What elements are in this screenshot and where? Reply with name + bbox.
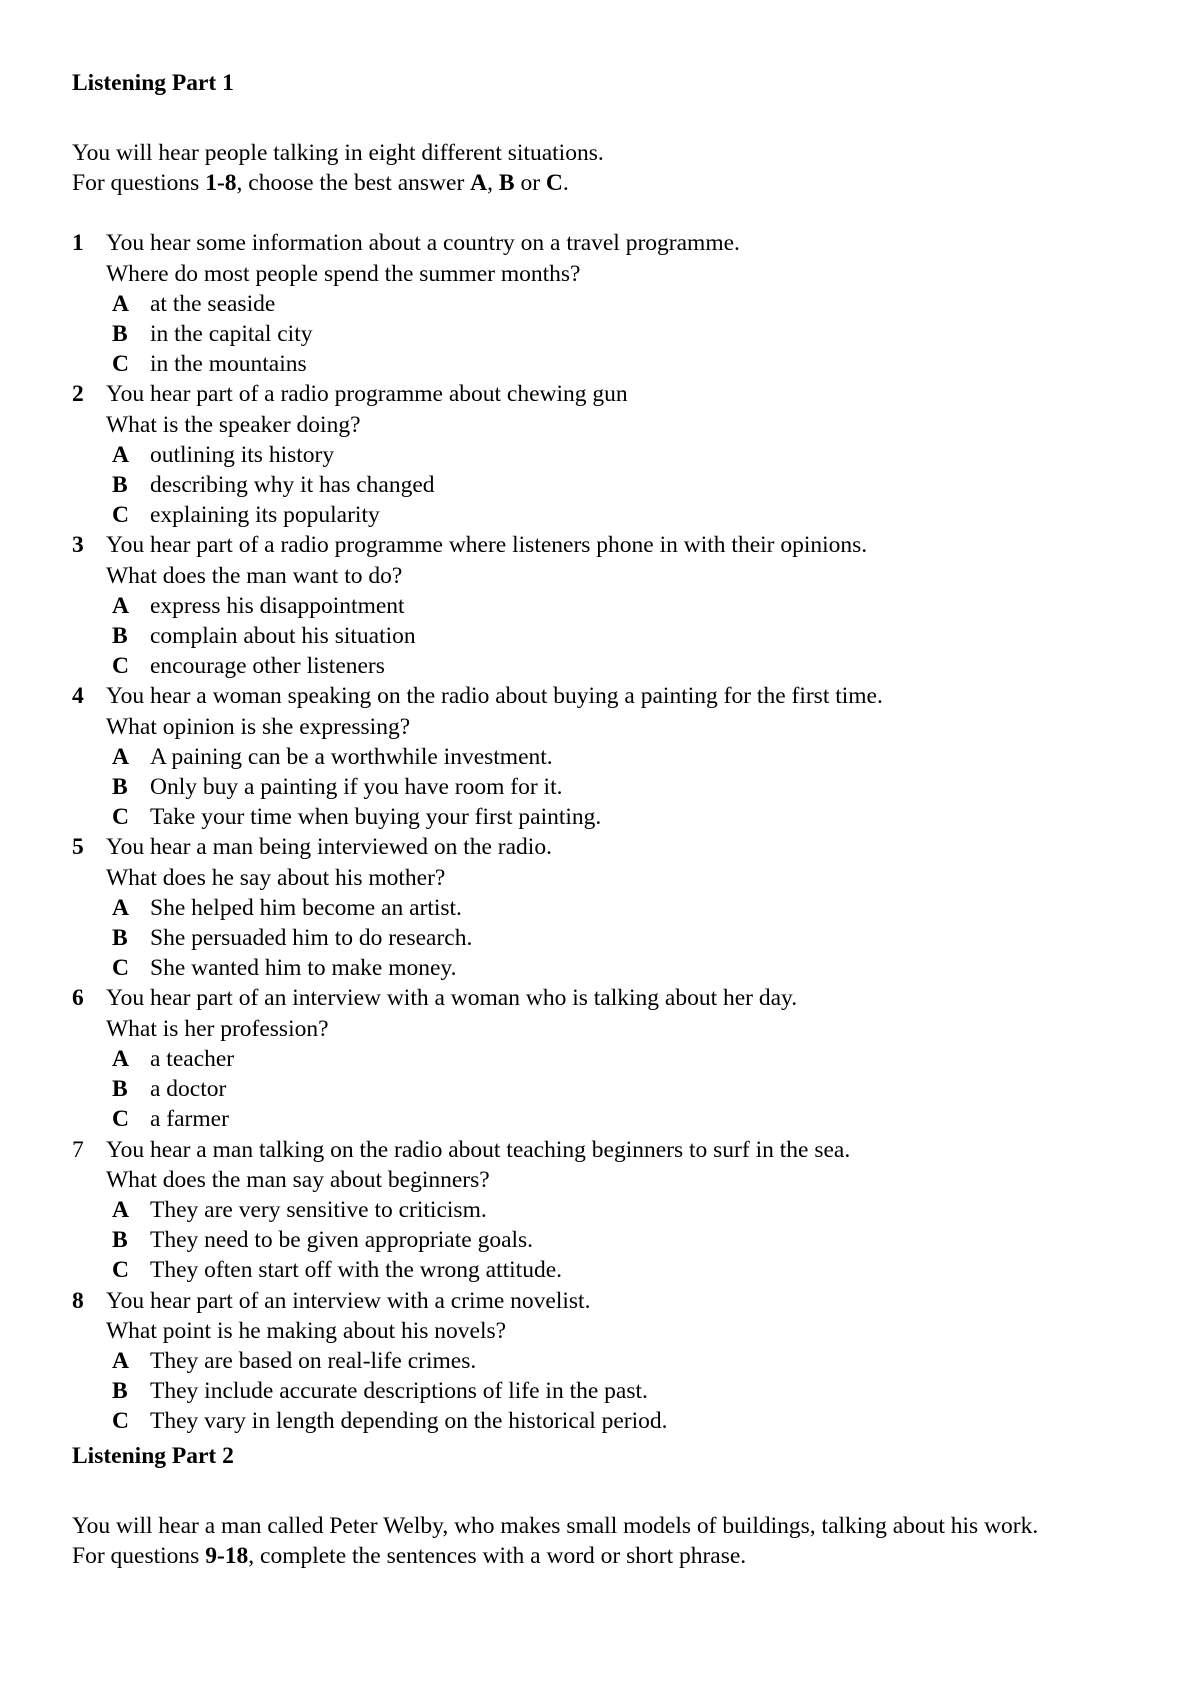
option-text: They vary in length depending on the historical period.	[150, 1408, 668, 1435]
answer-option	[72, 802, 1132, 832]
question-number: 5	[72, 834, 84, 861]
option-text: a farmer	[150, 1106, 229, 1133]
question-prompt: What point is he making about his novels?	[106, 1317, 507, 1344]
option-text: encourage other listeners	[150, 653, 385, 680]
exam-page	[72, 68, 1132, 1571]
answer-option	[72, 1225, 1132, 1255]
option-text: They often start off with the wrong attitude.	[150, 1257, 563, 1284]
option-text: She persuaded him to do research.	[150, 925, 473, 952]
answer-option	[72, 1074, 1132, 1104]
answer-option	[72, 440, 1132, 470]
question-context	[72, 1286, 1132, 1316]
part1-intro-line2: For questions 1-8, choose the best answer A, B or C.	[72, 170, 569, 197]
option-letter: C	[112, 1408, 129, 1435]
option-letter: B	[112, 623, 128, 650]
question-range: 1-8	[205, 170, 237, 197]
question-context	[72, 379, 1132, 409]
option-text: Only buy a painting if you have room for it.	[150, 774, 563, 801]
option-text: a doctor	[150, 1076, 227, 1103]
question-item	[72, 983, 1132, 1134]
question-context	[72, 530, 1132, 560]
option-letter: B	[112, 1227, 128, 1254]
question-list	[72, 228, 1132, 1436]
option-letter: A	[112, 743, 129, 770]
question-context-text: You hear a man talking on the radio about teaching beginners to surf in the sea.	[106, 1136, 851, 1163]
question-number: 7	[72, 1136, 84, 1163]
part2-intro-line1: You will hear a man called Peter Welby, who makes small models of buildings, talking about his work.	[72, 1512, 1039, 1539]
answer-option	[72, 742, 1132, 772]
option-letter: A	[112, 290, 129, 317]
option-letter: B	[112, 1378, 128, 1405]
answer-option	[72, 319, 1132, 349]
question-item	[72, 681, 1132, 832]
option-text: She wanted him to make money.	[150, 955, 457, 982]
question-context-text: You hear part of a radio programme about chewing gun	[106, 381, 628, 408]
answer-option	[72, 1104, 1132, 1134]
option-letter: B	[112, 925, 128, 952]
option-text: describing why it has changed	[150, 472, 435, 499]
option-text: They are based on real-life crimes.	[150, 1347, 477, 1374]
question-number: 2	[72, 381, 84, 408]
question-context	[72, 983, 1132, 1013]
answer-option	[72, 1255, 1132, 1285]
option-text: in the mountains	[150, 351, 307, 378]
question-context	[72, 832, 1132, 862]
question-context	[72, 228, 1132, 258]
question-context-text: You hear a woman speaking on the radio about buying a painting for the first time.	[106, 683, 883, 710]
option-text: They include accurate descriptions of life in the past.	[150, 1378, 648, 1405]
option-letter: A	[112, 1347, 129, 1374]
question-prompt: What does he say about his mother?	[106, 864, 446, 891]
option-letter: C	[112, 955, 129, 982]
answer-option	[72, 1044, 1132, 1074]
question-item	[72, 379, 1132, 530]
question-number: 4	[72, 683, 84, 710]
answer-option	[72, 651, 1132, 681]
question-context-text: You hear part of an interview with a woman who is talking about her day.	[106, 985, 798, 1012]
option-letter: C	[112, 653, 129, 680]
question-number: 1	[72, 230, 84, 257]
option-letter: C	[112, 502, 129, 529]
option-letter: A	[112, 592, 129, 619]
option-letter: A	[112, 1045, 129, 1072]
question-number: 3	[72, 532, 84, 559]
option-letter: B	[112, 321, 128, 348]
answer-option	[72, 349, 1132, 379]
question-context	[72, 1135, 1132, 1165]
option-text: at the seaside	[150, 290, 276, 317]
answer-option	[72, 953, 1132, 983]
question-number: 8	[72, 1287, 84, 1314]
question-prompt: What does the man say about beginners?	[106, 1166, 490, 1193]
question-context-text: You hear part of a radio programme where listeners phone in with their opinions.	[106, 532, 868, 559]
answer-option	[72, 772, 1132, 802]
option-letter: C	[112, 1257, 129, 1284]
option-letter: C	[112, 351, 129, 378]
answer-option	[72, 621, 1132, 651]
question-prompt: What opinion is she expressing?	[106, 713, 411, 740]
option-text: A paining can be a worthwhile investment.	[150, 743, 553, 770]
option-text: express his disappointment	[150, 592, 405, 619]
option-text: in the capital city	[150, 321, 313, 348]
question-context-text: You hear some information about a country on a travel programme.	[106, 230, 740, 257]
question-item	[72, 228, 1132, 379]
question-item	[72, 530, 1132, 681]
option-text: Take your time when buying your first painting.	[150, 804, 602, 831]
question-prompt: What is her profession?	[106, 1015, 329, 1042]
answer-option	[72, 1406, 1132, 1436]
option-text: explaining its popularity	[150, 502, 380, 529]
answer-option	[72, 470, 1132, 500]
option-text: She helped him become an artist.	[150, 894, 462, 921]
option-text: They are very sensitive to criticism.	[150, 1196, 487, 1223]
part1-heading: Listening Part 1	[72, 70, 234, 96]
answer-option	[72, 500, 1132, 530]
answer-option	[72, 923, 1132, 953]
option-letter: B	[112, 472, 128, 499]
answer-option	[72, 1195, 1132, 1225]
question-context-text: You hear a man being interviewed on the radio.	[106, 834, 552, 861]
question-item	[72, 1135, 1132, 1286]
option-letter: C	[112, 1106, 129, 1133]
option-letter: C	[112, 804, 129, 831]
part2-intro-line2: For questions 9-18, complete the sentences with a word or short phrase.	[72, 1542, 747, 1569]
option-letter: B	[112, 1076, 128, 1103]
question-prompt: Where do most people spend the summer months?	[106, 260, 581, 287]
question-number: 6	[72, 985, 84, 1012]
question-prompt: What does the man want to do?	[106, 562, 403, 589]
option-text: They need to be given appropriate goals.	[150, 1227, 534, 1254]
option-text: a teacher	[150, 1045, 235, 1072]
answer-option	[72, 1346, 1132, 1376]
question-item	[72, 1286, 1132, 1437]
part2-heading: Listening Part 2	[72, 1442, 234, 1469]
answer-option	[72, 893, 1132, 923]
option-letter: A	[112, 1196, 129, 1223]
part1-intro-line1: You will hear people talking in eight different situations.	[72, 140, 604, 166]
option-letter: A	[112, 894, 129, 921]
answer-option	[72, 1376, 1132, 1406]
answer-option	[72, 591, 1132, 621]
question-prompt: What is the speaker doing?	[106, 411, 361, 438]
option-letter: B	[112, 774, 128, 801]
question-context	[72, 681, 1132, 711]
option-text: outlining its history	[150, 441, 335, 468]
question-context-text: You hear part of an interview with a crime novelist.	[106, 1287, 591, 1314]
question-item	[72, 832, 1132, 983]
option-text: complain about his situation	[150, 623, 416, 650]
question-range: 9-18	[205, 1542, 249, 1569]
option-letter: A	[112, 441, 129, 468]
answer-option	[72, 289, 1132, 319]
